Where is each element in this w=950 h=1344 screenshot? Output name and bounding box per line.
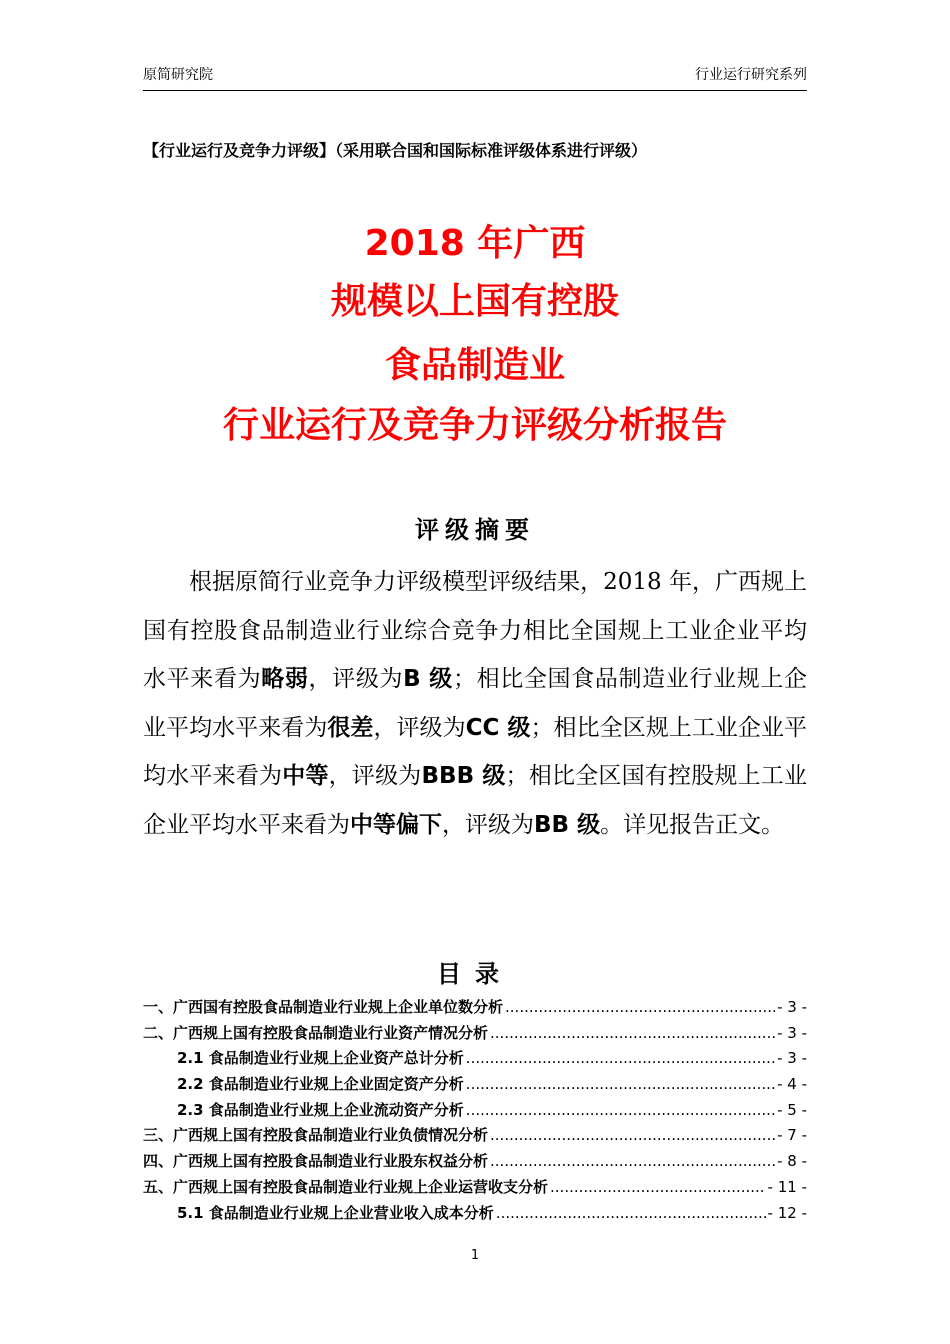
toc-entry-page: - 12 -	[767, 1203, 807, 1222]
toc-entry-page: - 4 -	[777, 1075, 807, 1094]
toc-entry[interactable]	[143, 1150, 807, 1176]
summary-text: ，评级为	[308, 666, 404, 692]
toc-leader-dots	[490, 1024, 775, 1042]
summary-heading: 评级摘要	[415, 516, 535, 544]
toc-entry-page: - 3 -	[777, 1049, 807, 1068]
summary-text: ；相比全国食品制造业行业规上企业平均水平来看为	[143, 666, 808, 741]
toc-leader-dots	[505, 998, 775, 1016]
toc-entry[interactable]	[143, 1176, 807, 1202]
toc-entry-page: - 7 -	[777, 1126, 807, 1145]
header-series: 行业运行研究系列	[695, 67, 807, 83]
report-title-line-2: 规模以上国有控股	[330, 281, 619, 322]
toc-entry-page: - 3 -	[777, 1023, 807, 1042]
toc-entry-title: 2.2 食品制造业行业规上企业固定资产分析	[177, 1075, 464, 1094]
toc-entry-title: 2.3 食品制造业行业规上企业流动资产分析	[177, 1100, 464, 1119]
summary-body	[143, 558, 807, 849]
summary-paragraph	[143, 558, 807, 849]
summary-text: ；相比全区规上工业企业平均水平来看为	[143, 714, 808, 789]
rating-grade: CC 级	[465, 714, 531, 741]
toc-leader-dots	[466, 1075, 775, 1093]
toc-subentry[interactable]	[143, 1047, 807, 1073]
toc-leader-dots	[496, 1204, 766, 1222]
table-of-contents	[143, 996, 807, 1227]
summary-text: ，评级为	[328, 763, 422, 789]
rating-emphasis: 中等偏下	[350, 811, 442, 838]
toc-leader-dots	[466, 1049, 775, 1067]
toc-leader-dots	[466, 1101, 775, 1119]
header-org: 原简研究院	[143, 67, 213, 83]
toc-leader-dots	[490, 1152, 775, 1170]
summary-text: ，评级为	[373, 714, 466, 741]
page-header	[143, 62, 807, 91]
toc-entry-title: 四、广西规上国有控股食品制造业行业股东权益分析	[143, 1152, 489, 1171]
toc-entry-page: - 8 -	[777, 1152, 807, 1171]
toc-subentry[interactable]	[143, 1202, 807, 1228]
toc-entry-title: 2.1 食品制造业行业规上企业资产总计分析	[177, 1049, 464, 1068]
summary-text: ，评级为	[442, 811, 534, 838]
report-title-line-1: 2018 年广西	[364, 223, 586, 264]
toc-entry[interactable]	[143, 1022, 807, 1048]
report-title-line-3: 食品制造业	[384, 345, 565, 386]
report-subtitle: 【行业运行及竞争力评级】（采用联合国和国际标准评级体系进行评级）	[143, 141, 648, 160]
toc-entry-page: - 5 -	[777, 1100, 807, 1119]
rating-emphasis: 略弱	[261, 666, 309, 692]
toc-leader-dots	[490, 1126, 775, 1144]
rating-grade: BB 级	[534, 811, 601, 838]
report-title-line-4: 行业运行及竞争力评级分析报告	[222, 405, 727, 446]
toc-subentry[interactable]	[143, 1073, 807, 1099]
page-number: 1	[470, 1248, 480, 1263]
toc-entry-title: 5.1 食品制造业行业规上企业营业收入成本分析	[177, 1203, 494, 1222]
toc-subentry[interactable]	[143, 1099, 807, 1125]
summary-text: 。详见报告正文。	[600, 811, 785, 838]
toc-entry-title: 五、广西规上国有控股食品制造业行业规上企业运营收支分析	[143, 1177, 549, 1196]
toc-entry-title: 二、广西规上国有控股食品制造业行业资产情况分析	[143, 1023, 489, 1042]
toc-entry[interactable]	[143, 996, 807, 1022]
toc-entry-page: - 11 -	[767, 1177, 807, 1196]
toc-entry-title: 三、广西规上国有控股食品制造业行业负债情况分析	[143, 1126, 489, 1145]
rating-emphasis: 很差	[327, 714, 374, 741]
toc-leader-dots	[550, 1178, 766, 1196]
rating-grade: BBB 级	[421, 763, 506, 789]
toc-heading: 目录	[437, 960, 513, 988]
summary-text: 根据原简行业竞争力评级模型评级结果，2018 年，广西规上国有控股食品制造业行业综合竞争力相比全国规上工业企业平均水平来看为	[143, 569, 807, 692]
toc-entry-page: - 3 -	[777, 998, 807, 1016]
toc-entry-title: 一、广西国有控股食品制造业行业规上企业单位数分析	[143, 998, 504, 1016]
summary-text: ；相比全区国有控股规上工业企业平均水平来看为	[143, 763, 808, 838]
toc-entry[interactable]	[143, 1124, 807, 1150]
rating-grade: B 级	[403, 666, 453, 692]
rating-emphasis: 中等	[282, 763, 329, 789]
